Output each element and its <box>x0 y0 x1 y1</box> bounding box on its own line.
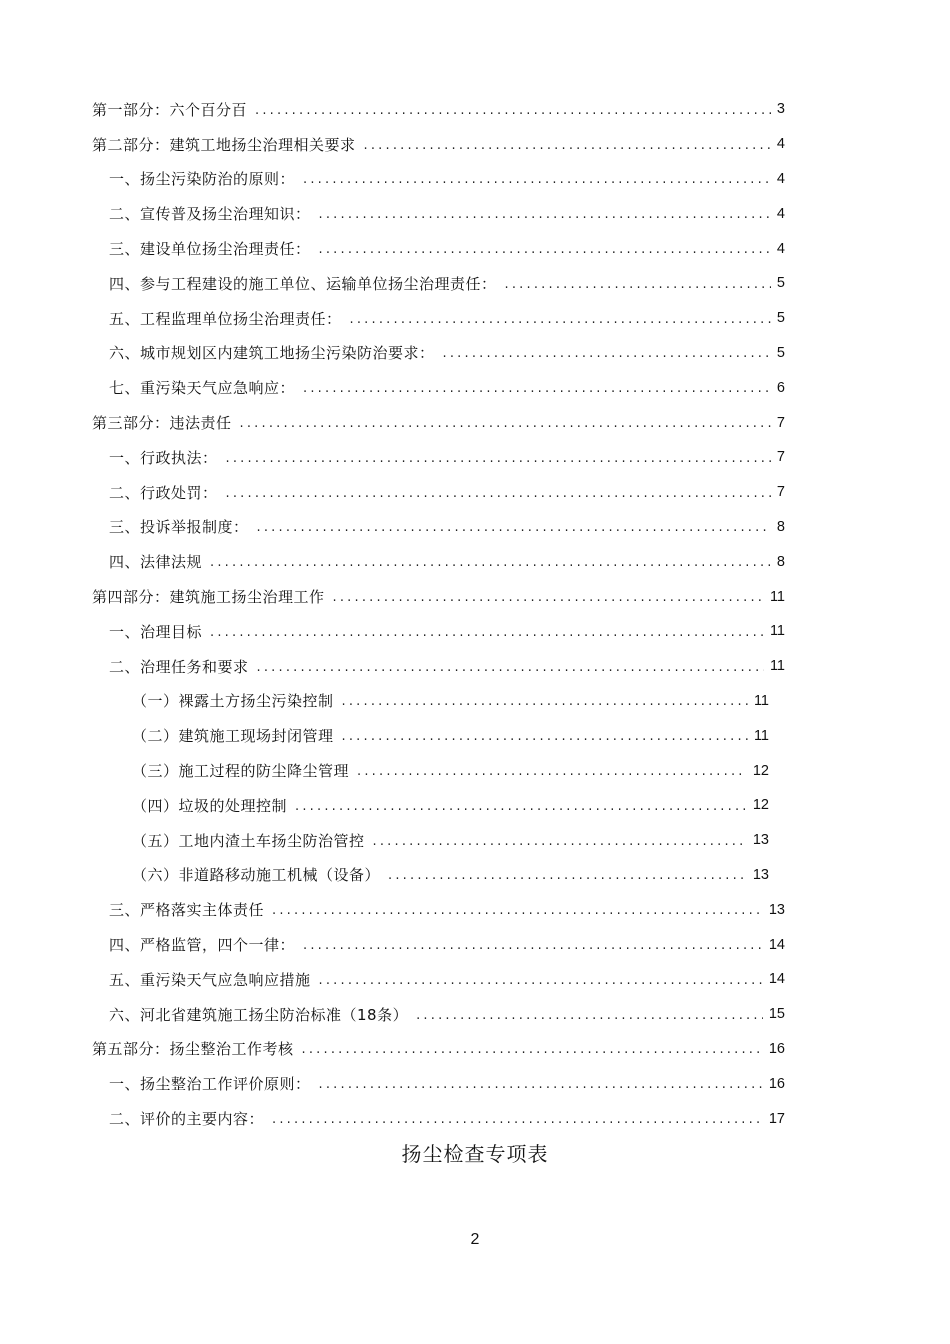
toc-entry-page: 4 <box>776 136 785 153</box>
toc-entry-title: 三、建设单位扬尘治理责任： <box>109 240 311 259</box>
toc-entry-title: 第一部分：六个百分百 <box>92 100 248 119</box>
toc-entry-page: 6 <box>776 379 785 396</box>
toc-dot-leader <box>257 521 771 534</box>
toc-entry-page: 3 <box>776 101 785 118</box>
toc-entry-title: （四）垃圾的处理控制 <box>132 796 288 815</box>
toc-entry-title: 四、法律法规 <box>109 553 203 572</box>
toc-entry-page: 11 <box>753 692 769 709</box>
toc-dot-leader <box>319 1078 763 1091</box>
toc-entry[interactable] <box>0 301 785 336</box>
toc-dot-leader <box>257 661 764 674</box>
toc-entry[interactable] <box>0 162 785 197</box>
toc-entry-page: 14 <box>768 971 785 988</box>
toc-entry[interactable] <box>0 196 785 231</box>
toc-entry[interactable] <box>0 1066 785 1101</box>
toc-dot-leader <box>505 278 771 291</box>
toc-entry[interactable] <box>0 718 769 753</box>
toc-entry-title: 二、评价的主要内容： <box>109 1110 265 1128</box>
toc-entry-title: 五、工程监理单位扬尘治理责任： <box>109 309 342 328</box>
toc-entry-page: 16 <box>768 1075 785 1092</box>
toc-entry-title: 七、重污染天气应急响应： <box>109 379 296 398</box>
toc-entry-title: 六、河北省建筑施工扬尘防治标准（18条） <box>109 1005 409 1024</box>
toc-entry[interactable] <box>0 614 785 649</box>
toc-entry[interactable] <box>0 510 785 545</box>
toc-entry-page: 5 <box>776 310 785 327</box>
toc-entry[interactable] <box>0 788 769 823</box>
toc-entry-page: 11 <box>769 623 785 640</box>
toc-entry-page: 15 <box>768 1006 785 1023</box>
toc-entry[interactable] <box>0 927 785 962</box>
toc-entry-title: 一、扬尘污染防治的原则： <box>109 170 296 189</box>
toc-entry[interactable] <box>0 92 785 127</box>
toc-entry[interactable] <box>0 1101 785 1136</box>
toc-dot-leader <box>303 173 771 186</box>
toc-entry-page: 17 <box>768 1110 785 1127</box>
toc-entry-page: 14 <box>768 936 785 953</box>
toc-entry[interactable] <box>0 231 785 266</box>
toc-entry-title: 一、行政执法： <box>109 448 218 467</box>
toc-dot-leader <box>272 904 763 917</box>
toc-entry-page: 7 <box>776 414 785 431</box>
toc-entry-page: 5 <box>776 344 785 361</box>
toc-entry-page: 12 <box>752 797 769 814</box>
toc-entry-title: （二）建筑施工现场封闭管理 <box>132 727 334 746</box>
toc-entry-page: 11 <box>753 727 769 744</box>
toc-entry-title: 第二部分：建筑工地扬尘治理相关要求 <box>92 135 356 154</box>
toc-entry-page: 5 <box>776 275 785 292</box>
toc-dot-leader <box>302 1043 763 1056</box>
toc-entry[interactable] <box>0 405 785 440</box>
toc-entry-page: 4 <box>776 240 785 257</box>
toc-entry[interactable] <box>0 753 769 788</box>
toc-entry[interactable] <box>0 579 785 614</box>
toc-dot-leader <box>342 730 748 743</box>
toc-dot-leader <box>357 765 747 778</box>
toc-dot-leader <box>240 417 771 430</box>
toc-entry-page: 8 <box>776 518 785 535</box>
toc-dot-leader <box>210 626 764 639</box>
toc-entry-page: 13 <box>752 866 769 883</box>
toc-entry-page: 4 <box>776 170 785 187</box>
toc-dot-leader <box>319 243 771 256</box>
toc-entry-title: 一、扬尘整治工作评价原则： <box>109 1075 311 1094</box>
toc-dot-leader <box>303 939 763 952</box>
toc-entry-title: 三、严格落实主体责任 <box>109 901 265 920</box>
toc-entry[interactable] <box>0 1032 785 1067</box>
toc-entry-title: （六）非道路移动施工机械（设备） <box>132 866 381 885</box>
toc-entry[interactable] <box>0 336 785 371</box>
page-number: 2 <box>470 1231 480 1248</box>
toc-dot-leader <box>303 382 771 395</box>
toc-entry-title: 六、城市规划区内建筑工地扬尘污染防治要求： <box>109 344 435 363</box>
toc-entry-title: （三）施工过程的防尘降尘管理 <box>132 762 350 781</box>
toc-entry[interactable] <box>0 544 785 579</box>
toc-entry-title: 一、治理目标 <box>109 622 203 641</box>
toc-entry[interactable] <box>0 475 785 510</box>
toc-dot-leader <box>373 835 747 848</box>
toc-entry-title: 第三部分：违法责任 <box>92 414 232 433</box>
toc-entry-page: 7 <box>776 484 785 501</box>
section-title: 扬尘检查专项表 <box>401 1142 549 1166</box>
toc-entry-title: 三、投诉举报制度： <box>109 518 249 537</box>
toc-entry[interactable] <box>0 370 785 405</box>
toc-dot-leader <box>416 1009 763 1022</box>
toc-entry-title: 四、严格监管，四个一律： <box>109 936 296 955</box>
toc-dot-leader <box>210 556 771 569</box>
toc-entry-title: 二、治理任务和要求 <box>109 657 249 676</box>
toc-dot-leader <box>350 313 771 326</box>
toc-entry-page: 4 <box>776 205 785 222</box>
toc-entry-page: 8 <box>776 553 785 570</box>
toc-dot-leader <box>226 452 771 465</box>
toc-entry[interactable] <box>0 997 785 1032</box>
toc-entry-page: 11 <box>769 588 785 605</box>
toc-entry[interactable] <box>0 892 785 927</box>
toc-entry-page: 11 <box>769 658 785 675</box>
toc-entry[interactable] <box>0 127 785 162</box>
toc-entry-page: 13 <box>768 901 785 918</box>
toc-entry[interactable] <box>0 962 785 997</box>
toc-entry-page: 13 <box>752 832 769 849</box>
toc-entry[interactable] <box>0 823 769 858</box>
toc-entry-page: 12 <box>752 762 769 779</box>
toc-dot-leader <box>319 974 763 987</box>
toc-entry[interactable] <box>0 440 785 475</box>
toc-entry[interactable] <box>0 684 769 719</box>
toc-entry-page: 16 <box>768 1040 785 1057</box>
toc-dot-leader <box>364 139 771 152</box>
toc-dot-leader <box>333 591 764 604</box>
table-of-contents <box>0 92 950 1136</box>
toc-entry-title: 第四部分：建筑施工扬尘治理工作 <box>92 588 325 607</box>
toc-entry-title: （五）工地内渣土车扬尘防治管控 <box>132 831 365 850</box>
toc-entry-title: 五、重污染天气应急响应措施 <box>109 970 311 989</box>
toc-dot-leader <box>342 695 748 708</box>
toc-dot-leader <box>226 487 771 500</box>
toc-entry[interactable] <box>0 266 785 301</box>
toc-entry-title: 四、参与工程建设的施工单位、运输单位扬尘治理责任： <box>109 274 497 293</box>
toc-entry-title: 第五部分：扬尘整治工作考核 <box>92 1040 294 1059</box>
toc-entry-title: 二、行政处罚： <box>109 483 218 502</box>
toc-dot-leader <box>443 347 771 360</box>
toc-dot-leader <box>319 208 771 221</box>
toc-entry-title: 二、宣传普及扬尘治理知识： <box>109 205 311 224</box>
toc-dot-leader <box>388 869 747 882</box>
toc-entry-title: （一）裸露土方扬尘污染控制 <box>132 692 334 711</box>
toc-dot-leader <box>255 104 771 117</box>
toc-dot-leader <box>272 1113 763 1126</box>
toc-entry-page: 7 <box>776 449 785 466</box>
toc-dot-leader <box>295 800 747 813</box>
toc-entry[interactable] <box>0 858 769 893</box>
toc-entry[interactable] <box>0 649 785 684</box>
